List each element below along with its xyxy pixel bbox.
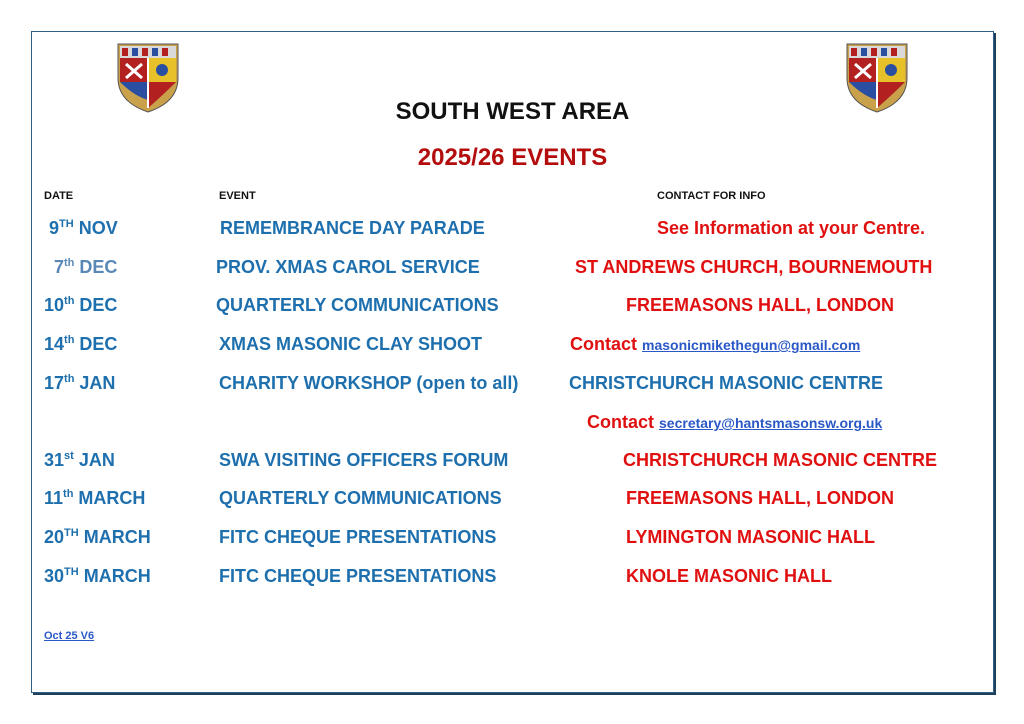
event-row bbox=[32, 488, 993, 518]
event-contact: ST ANDREWS CHURCH, BOURNEMOUTH bbox=[575, 257, 933, 277]
page-title: SOUTH WEST AREA bbox=[395, 98, 630, 125]
event-date: 30TH MARCH bbox=[44, 566, 151, 586]
event-contact: Contact masonicmikethegun@gmail.com bbox=[570, 334, 861, 354]
document-page bbox=[31, 31, 994, 693]
page-subtitle: 2025/26 EVENTS bbox=[417, 144, 608, 171]
event-row bbox=[32, 334, 993, 364]
event-contact: FREEMASONS HALL, LONDON bbox=[626, 295, 894, 315]
column-header-date: DATE bbox=[44, 190, 74, 202]
event-name: SWA VISITING OFFICERS FORUM bbox=[219, 450, 509, 470]
column-header-contact: CONTACT FOR INFO bbox=[657, 190, 766, 202]
column-header-event: EVENT bbox=[219, 190, 256, 202]
event-name: PROV. XMAS CAROL SERVICE bbox=[216, 257, 480, 277]
event-name: REMEMBRANCE DAY PARADE bbox=[220, 218, 485, 238]
event-row bbox=[32, 412, 993, 442]
event-date: 11th MARCH bbox=[44, 488, 146, 508]
event-row bbox=[32, 257, 993, 287]
event-row bbox=[32, 295, 993, 325]
event-row bbox=[32, 373, 993, 403]
email-link[interactable]: secretary@hantsmasonsw.org.uk bbox=[659, 415, 883, 431]
event-date: 10th DEC bbox=[44, 295, 118, 315]
event-name: QUARTERLY COMMUNICATIONS bbox=[219, 488, 502, 508]
event-contact: See Information at your Centre. bbox=[657, 218, 926, 238]
event-date: 14th DEC bbox=[44, 334, 118, 354]
event-contact: LYMINGTON MASONIC HALL bbox=[626, 527, 876, 547]
event-contact: CHRISTCHURCH MASONIC CENTRE bbox=[623, 450, 937, 470]
event-name: FITC CHEQUE PRESENTATIONS bbox=[219, 566, 497, 586]
event-name: FITC CHEQUE PRESENTATIONS bbox=[219, 527, 497, 547]
event-name: QUARTERLY COMMUNICATIONS bbox=[216, 295, 499, 315]
event-date: 31st JAN bbox=[44, 450, 115, 470]
email-link[interactable]: masonicmikethegun@gmail.com bbox=[642, 337, 861, 353]
event-date: 17th JAN bbox=[44, 373, 116, 393]
event-date: 20TH MARCH bbox=[44, 527, 151, 547]
event-date: 9TH NOV bbox=[49, 218, 118, 238]
event-name: CHARITY WORKSHOP (open to all) bbox=[219, 373, 519, 393]
event-row bbox=[32, 566, 993, 596]
event-contact: CHRISTCHURCH MASONIC CENTRE bbox=[569, 373, 883, 393]
event-date: 7th DEC bbox=[54, 257, 118, 277]
event-name: XMAS MASONIC CLAY SHOOT bbox=[219, 334, 483, 354]
event-row bbox=[32, 450, 993, 480]
event-contact: FREEMASONS HALL, LONDON bbox=[626, 488, 894, 508]
event-row bbox=[32, 218, 993, 248]
event-contact: Contact secretary@hantsmasonsw.org.uk bbox=[587, 412, 883, 432]
event-row bbox=[32, 527, 993, 557]
version-label: Oct 25 V6 bbox=[44, 630, 95, 642]
event-contact: KNOLE MASONIC HALL bbox=[626, 566, 832, 586]
